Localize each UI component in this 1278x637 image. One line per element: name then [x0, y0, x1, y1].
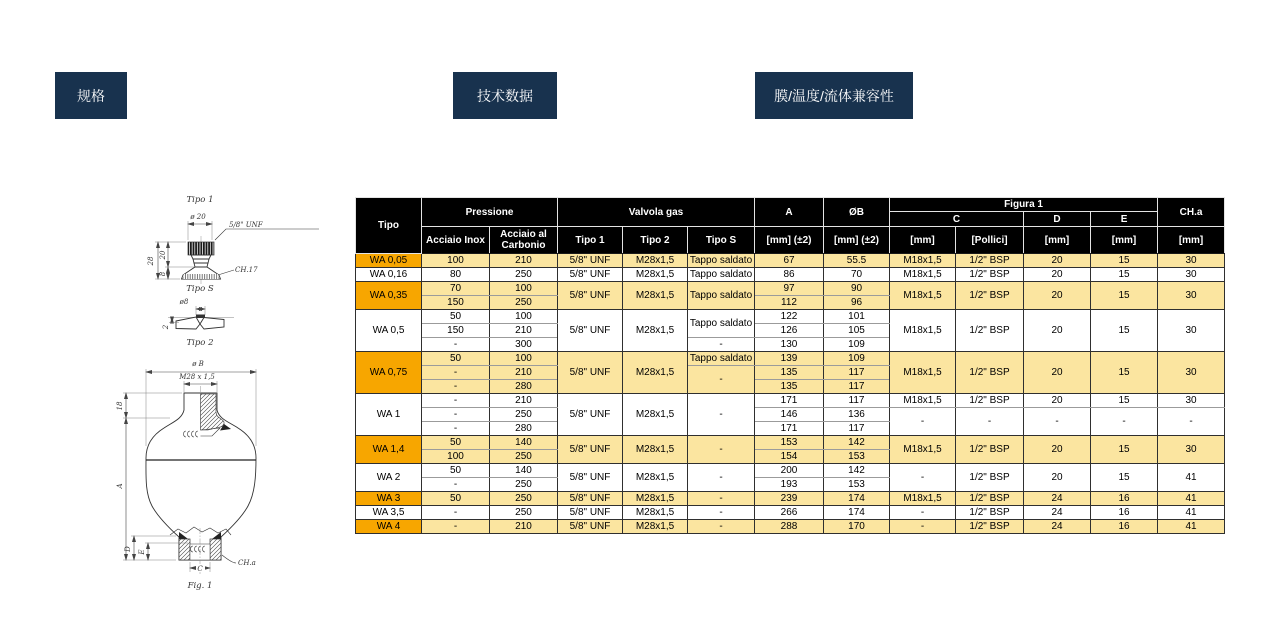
cell-e: 15 — [1091, 282, 1158, 310]
cell-dim-a: 112 — [755, 296, 824, 310]
cell-valvola-tipoS: - — [688, 492, 755, 506]
row-tipo: WA 4 — [356, 520, 422, 534]
cell-d: 20 — [1024, 464, 1091, 492]
cell-valvola-tipoS: Tappo saldato — [688, 282, 755, 310]
cell-dim-a: 193 — [755, 478, 824, 492]
cell-c-mm: - — [890, 520, 956, 534]
col-header-pressione: Pressione — [422, 198, 558, 227]
unit-mm: [mm] — [1024, 227, 1091, 254]
tipo1-thread-label: 5/8" UNF — [229, 221, 263, 229]
cell-e: 15 — [1091, 254, 1158, 268]
cell-pressione-inox: - — [422, 506, 490, 520]
cell-c-mm: - — [890, 464, 956, 492]
cell-dim-b: 117 — [824, 394, 890, 408]
cell-dim-b: 55.5 — [824, 254, 890, 268]
table-row — [356, 436, 1225, 450]
cell-c-pollici: 1/2" BSP — [956, 352, 1024, 394]
cell-pressione-inox: 50 — [422, 436, 490, 450]
cell-dim-b: 170 — [824, 520, 890, 534]
cell-d: 20 — [1024, 436, 1091, 464]
cell-pressione-inox: - — [422, 422, 490, 436]
cell-valvola-tipo2: M28x1,5 — [623, 282, 688, 310]
cell-d: 24 — [1024, 506, 1091, 520]
cell-d: 24 — [1024, 492, 1091, 506]
cell-d: 24 — [1024, 520, 1091, 534]
cell-cha: - — [1158, 408, 1225, 436]
cell-pressione-inox: 50 — [422, 310, 490, 324]
cell-dim-b: 136 — [824, 408, 890, 422]
row-tipo: WA 2 — [356, 464, 422, 492]
cell-c-pollici: 1/2" BSP — [956, 464, 1024, 492]
technical-data-button[interactable]: 技术数据 — [453, 72, 557, 119]
cell-pressione-carbonio: 280 — [490, 380, 558, 394]
cell-d: 20 — [1024, 310, 1091, 352]
fig1-d-label: D — [124, 546, 132, 552]
cell-valvola-tipoS: - — [688, 506, 755, 520]
cell-dim-a: 239 — [755, 492, 824, 506]
cell-valvola-tipo2: M28x1,5 — [623, 436, 688, 464]
cell-pressione-carbonio: 100 — [490, 310, 558, 324]
row-tipo: WA 0,5 — [356, 310, 422, 352]
col-header-a: A — [755, 198, 824, 227]
cell-c-pollici: - — [956, 408, 1024, 436]
tipo1-hex-label: CH.17 — [235, 266, 258, 274]
cell-c-pollici: 1/2" BSP — [956, 436, 1024, 464]
cell-dim-a: 154 — [755, 450, 824, 464]
table-row — [356, 464, 1225, 478]
tipoS-welded-plug — [196, 315, 205, 319]
col-header-d: D — [1024, 212, 1091, 227]
fig1-caption: Fig. 1 — [187, 581, 213, 591]
cell-valvola-tipo1: 5/8" UNF — [558, 254, 623, 268]
cell-pressione-carbonio: 250 — [490, 296, 558, 310]
cell-d: - — [1024, 408, 1091, 436]
cell-pressione-carbonio: 100 — [490, 282, 558, 296]
technical-table — [355, 197, 1225, 534]
unit-pollici: [Pollici] — [956, 227, 1024, 254]
cell-dim-b: 105 — [824, 324, 890, 338]
cell-dim-a: 67 — [755, 254, 824, 268]
cell-e: 16 — [1091, 520, 1158, 534]
cell-e: 15 — [1091, 464, 1158, 492]
cell-valvola-tipoS: - — [688, 520, 755, 534]
cell-valvola-tipo1: 5/8" UNF — [558, 464, 623, 492]
table-row — [356, 394, 1225, 408]
cell-pressione-carbonio: 210 — [490, 324, 558, 338]
cell-c-mm: M18x1,5 — [890, 254, 956, 268]
cell-pressione-inox: - — [422, 338, 490, 352]
cell-pressione-inox: 80 — [422, 268, 490, 282]
cell-dim-a: 146 — [755, 408, 824, 422]
table-row — [356, 282, 1225, 296]
cell-pressione-carbonio: 250 — [490, 450, 558, 464]
cell-dim-b: 174 — [824, 506, 890, 520]
cell-pressione-inox: - — [422, 478, 490, 492]
cell-valvola-tipo2: M28x1,5 — [623, 310, 688, 352]
cell-e: 15 — [1091, 394, 1158, 408]
cell-pressione-carbonio: 140 — [490, 436, 558, 450]
cell-c-pollici: 1/2" BSP — [956, 492, 1024, 506]
cell-dim-a: 288 — [755, 520, 824, 534]
cell-c-mm: M18x1,5 — [890, 352, 956, 394]
cell-valvola-tipoS: - — [688, 338, 755, 352]
cell-cha: 41 — [1158, 520, 1225, 534]
col-header-tipo1: Tipo 1 — [558, 227, 623, 254]
cell-e: 16 — [1091, 492, 1158, 506]
col-header-tipo: Tipo — [356, 198, 422, 254]
gas-valve-section — [201, 394, 225, 430]
cell-cha: 41 — [1158, 492, 1225, 506]
cell-c-mm: M18x1,5 — [890, 268, 956, 282]
cell-c-pollici: 1/2" BSP — [956, 506, 1024, 520]
fig1-neck-height-label: 18 — [116, 401, 124, 411]
cell-valvola-tipo2: M28x1,5 — [623, 254, 688, 268]
cell-dim-b: 117 — [824, 380, 890, 394]
fig1-diameter-label: ø B — [192, 360, 204, 368]
cell-valvola-tipo2: M28x1,5 — [623, 464, 688, 492]
cell-valvola-tipo1: 5/8" UNF — [558, 520, 623, 534]
cell-e: 15 — [1091, 268, 1158, 282]
bottom-port-right-section — [210, 539, 221, 560]
cell-c-mm: M18x1,5 — [890, 282, 956, 310]
tipoS-left-wing — [176, 317, 200, 329]
cell-pressione-carbonio: 250 — [490, 408, 558, 422]
cell-pressione-carbonio: 280 — [490, 422, 558, 436]
cell-cha: 30 — [1158, 352, 1225, 394]
cell-cha: 30 — [1158, 310, 1225, 352]
cell-valvola-tipoS: Tappo saldato — [688, 310, 755, 338]
unit-mm-tol: [mm] (±2) — [755, 227, 824, 254]
tipo1-knurled-cap — [188, 242, 214, 255]
cell-pressione-inox: 100 — [422, 254, 490, 268]
tipoS-height-label: 2 — [162, 324, 170, 330]
cell-pressione-inox: 50 — [422, 464, 490, 478]
cell-valvola-tipoS: - — [688, 436, 755, 464]
cell-pressione-carbonio: 140 — [490, 464, 558, 478]
cell-dim-a: 135 — [755, 366, 824, 380]
cell-dim-b: 96 — [824, 296, 890, 310]
col-header-valvola-gas: Valvola gas — [558, 198, 755, 227]
col-header-acciaio-carbonio: Acciaio al Carbonio — [490, 227, 558, 254]
cell-dim-a: 86 — [755, 268, 824, 282]
cell-dim-b: 153 — [824, 450, 890, 464]
cell-valvola-tipo1: 5/8" UNF — [558, 268, 623, 282]
col-header-cha: CH.a — [1158, 198, 1225, 227]
cell-pressione-inox: - — [422, 380, 490, 394]
cell-e: 15 — [1091, 436, 1158, 464]
row-tipo: WA 1 — [356, 394, 422, 436]
cell-e: 16 — [1091, 506, 1158, 520]
cell-pressione-carbonio: 300 — [490, 338, 558, 352]
cell-dim-b: 109 — [824, 352, 890, 366]
cell-valvola-tipo2: M28x1,5 — [623, 352, 688, 394]
cell-e: 15 — [1091, 310, 1158, 352]
cell-pressione-inox: 150 — [422, 324, 490, 338]
cell-pressione-inox: 50 — [422, 492, 490, 506]
cell-pressione-carbonio: 250 — [490, 268, 558, 282]
cell-valvola-tipoS: Tappo saldato — [688, 268, 755, 282]
cell-dim-a: 266 — [755, 506, 824, 520]
cell-dim-a: 171 — [755, 422, 824, 436]
cell-c-pollici: 1/2" BSP — [956, 394, 1024, 408]
tipoS-label: Tipo S — [186, 284, 214, 294]
tipoS-diameter-label: ø8 — [179, 298, 189, 306]
cell-valvola-tipo1: 5/8" UNF — [558, 310, 623, 352]
cell-valvola-tipo1: 5/8" UNF — [558, 394, 623, 436]
cell-dim-b: 142 — [824, 464, 890, 478]
table-row — [356, 352, 1225, 366]
cell-valvola-tipo2: M28x1,5 — [623, 394, 688, 436]
tipo1-height-total-label: 28 — [147, 256, 155, 266]
cell-pressione-carbonio: 100 — [490, 352, 558, 366]
unit-mm-tol: [mm] (±2) — [824, 227, 890, 254]
cell-c-mm: M18x1,5 — [890, 394, 956, 408]
cell-cha: 30 — [1158, 282, 1225, 310]
cell-e: - — [1091, 408, 1158, 436]
cell-d: 20 — [1024, 268, 1091, 282]
cell-pressione-carbonio: 250 — [490, 492, 558, 506]
tipo1-label: Tipo 1 — [186, 195, 214, 205]
tipo2-label: Tipo 2 — [186, 338, 214, 348]
cell-valvola-tipo2: M28x1,5 — [623, 268, 688, 282]
col-header-tipoS: Tipo S — [688, 227, 755, 254]
cell-c-pollici: 1/2" BSP — [956, 520, 1024, 534]
table-row — [356, 492, 1225, 506]
cell-pressione-inox: - — [422, 408, 490, 422]
cell-pressione-inox: - — [422, 366, 490, 380]
fig1-c-label: C — [197, 565, 203, 573]
cell-dim-a: 153 — [755, 436, 824, 450]
row-tipo: WA 3 — [356, 492, 422, 506]
cell-dim-b: 142 — [824, 436, 890, 450]
cell-cha: 30 — [1158, 394, 1225, 408]
cell-c-pollici: 1/2" BSP — [956, 268, 1024, 282]
cell-pressione-carbonio: 250 — [490, 506, 558, 520]
col-header-acciaio-inox: Acciaio Inox — [422, 227, 490, 254]
cell-cha: 30 — [1158, 436, 1225, 464]
table-row — [356, 254, 1225, 268]
table-row — [356, 520, 1225, 534]
cell-cha: 41 — [1158, 506, 1225, 520]
row-tipo: WA 1,4 — [356, 436, 422, 464]
cell-pressione-carbonio: 210 — [490, 520, 558, 534]
cell-valvola-tipoS: - — [688, 464, 755, 492]
cell-valvola-tipoS: - — [688, 394, 755, 436]
cell-dim-b: 153 — [824, 478, 890, 492]
cell-d: 20 — [1024, 282, 1091, 310]
cell-pressione-carbonio: 210 — [490, 394, 558, 408]
tipo1-height-cap-label: 20 — [159, 250, 167, 260]
tipo1-diameter-label: ø 20 — [190, 213, 206, 221]
technical-drawing — [112, 188, 324, 598]
cell-valvola-tipo1: 5/8" UNF — [558, 492, 623, 506]
unit-mm: [mm] — [1091, 227, 1158, 254]
cell-d: 20 — [1024, 394, 1091, 408]
cell-dim-a: 139 — [755, 352, 824, 366]
cell-valvola-tipo2: M28x1,5 — [623, 520, 688, 534]
cell-pressione-inox: 70 — [422, 282, 490, 296]
cell-cha: 41 — [1158, 464, 1225, 492]
cell-pressione-inox: 50 — [422, 352, 490, 366]
cell-valvola-tipoS: Tappo saldato — [688, 254, 755, 268]
row-tipo: WA 0,35 — [356, 282, 422, 310]
cell-valvola-tipo1: 5/8" UNF — [558, 506, 623, 520]
row-tipo: WA 0,75 — [356, 352, 422, 394]
cell-c-mm: M18x1,5 — [890, 436, 956, 464]
cell-pressione-inox: - — [422, 520, 490, 534]
fig1-hex-label: CH.a — [238, 559, 256, 567]
fig1-e-label: E — [138, 549, 146, 555]
cell-pressione-inox: 150 — [422, 296, 490, 310]
cell-valvola-tipo2: M28x1,5 — [623, 492, 688, 506]
cell-dim-a: 130 — [755, 338, 824, 352]
cell-dim-b: 117 — [824, 422, 890, 436]
row-tipo: WA 0,05 — [356, 254, 422, 268]
table-row — [356, 506, 1225, 520]
cell-valvola-tipo2: M28x1,5 — [623, 506, 688, 520]
cell-dim-a: 126 — [755, 324, 824, 338]
cell-cha: 30 — [1158, 268, 1225, 282]
col-header-c: C — [890, 212, 1024, 227]
cell-valvola-tipo1: 5/8" UNF — [558, 436, 623, 464]
cell-dim-a: 122 — [755, 310, 824, 324]
tipoS-right-wing — [200, 318, 224, 330]
cell-c-mm: - — [890, 506, 956, 520]
cell-dim-b: 101 — [824, 310, 890, 324]
cell-d: 20 — [1024, 352, 1091, 394]
cell-dim-a: 135 — [755, 380, 824, 394]
cell-c-pollici: 1/2" BSP — [956, 310, 1024, 352]
col-header-b: ØB — [824, 198, 890, 227]
cell-dim-b: 70 — [824, 268, 890, 282]
col-header-figura1: Figura 1 — [890, 198, 1158, 212]
cell-valvola-tipo1: 5/8" UNF — [558, 352, 623, 394]
cell-dim-b: 90 — [824, 282, 890, 296]
cell-c-mm: M18x1,5 — [890, 492, 956, 506]
table-row — [356, 268, 1225, 282]
row-tipo: WA 0,16 — [356, 268, 422, 282]
table-row — [356, 310, 1225, 324]
cell-c-mm: M18x1,5 — [890, 310, 956, 352]
cell-pressione-carbonio: 210 — [490, 254, 558, 268]
fig1-body-height-label: A — [116, 483, 124, 489]
cell-c-pollici: 1/2" BSP — [956, 254, 1024, 268]
cell-dim-a: 171 — [755, 394, 824, 408]
cell-dim-b: 174 — [824, 492, 890, 506]
cell-pressione-carbonio: 250 — [490, 478, 558, 492]
table-row — [356, 408, 1225, 422]
cell-dim-b: 117 — [824, 366, 890, 380]
cell-pressione-inox: - — [422, 394, 490, 408]
cell-valvola-tipoS: - — [688, 366, 755, 394]
cell-dim-a: 97 — [755, 282, 824, 296]
unit-mm: [mm] — [890, 227, 956, 254]
cell-c-mm: - — [890, 408, 956, 436]
cell-pressione-inox: 100 — [422, 450, 490, 464]
cell-valvola-tipo1: 5/8" UNF — [558, 282, 623, 310]
cell-pressione-carbonio: 210 — [490, 366, 558, 380]
membrane-temp-fluid-button[interactable]: 膜/温度/流体兼容性 — [755, 72, 913, 119]
cell-c-pollici: 1/2" BSP — [956, 282, 1024, 310]
bottom-port-left-section — [179, 539, 190, 560]
tipo1-height-base-label: 8 — [159, 271, 167, 277]
cell-d: 20 — [1024, 254, 1091, 268]
cell-dim-b: 109 — [824, 338, 890, 352]
cell-valvola-tipoS: Tappo saldato — [688, 352, 755, 366]
cell-cha: 30 — [1158, 254, 1225, 268]
unit-mm: [mm] — [1158, 227, 1225, 254]
fig1-thread-label: M28 x 1,5 — [179, 373, 215, 381]
col-header-e: E — [1091, 212, 1158, 227]
cell-e: 15 — [1091, 352, 1158, 394]
specs-button[interactable]: 规格 — [55, 72, 127, 119]
col-header-tipo2: Tipo 2 — [623, 227, 688, 254]
cell-dim-a: 200 — [755, 464, 824, 478]
row-tipo: WA 3,5 — [356, 506, 422, 520]
